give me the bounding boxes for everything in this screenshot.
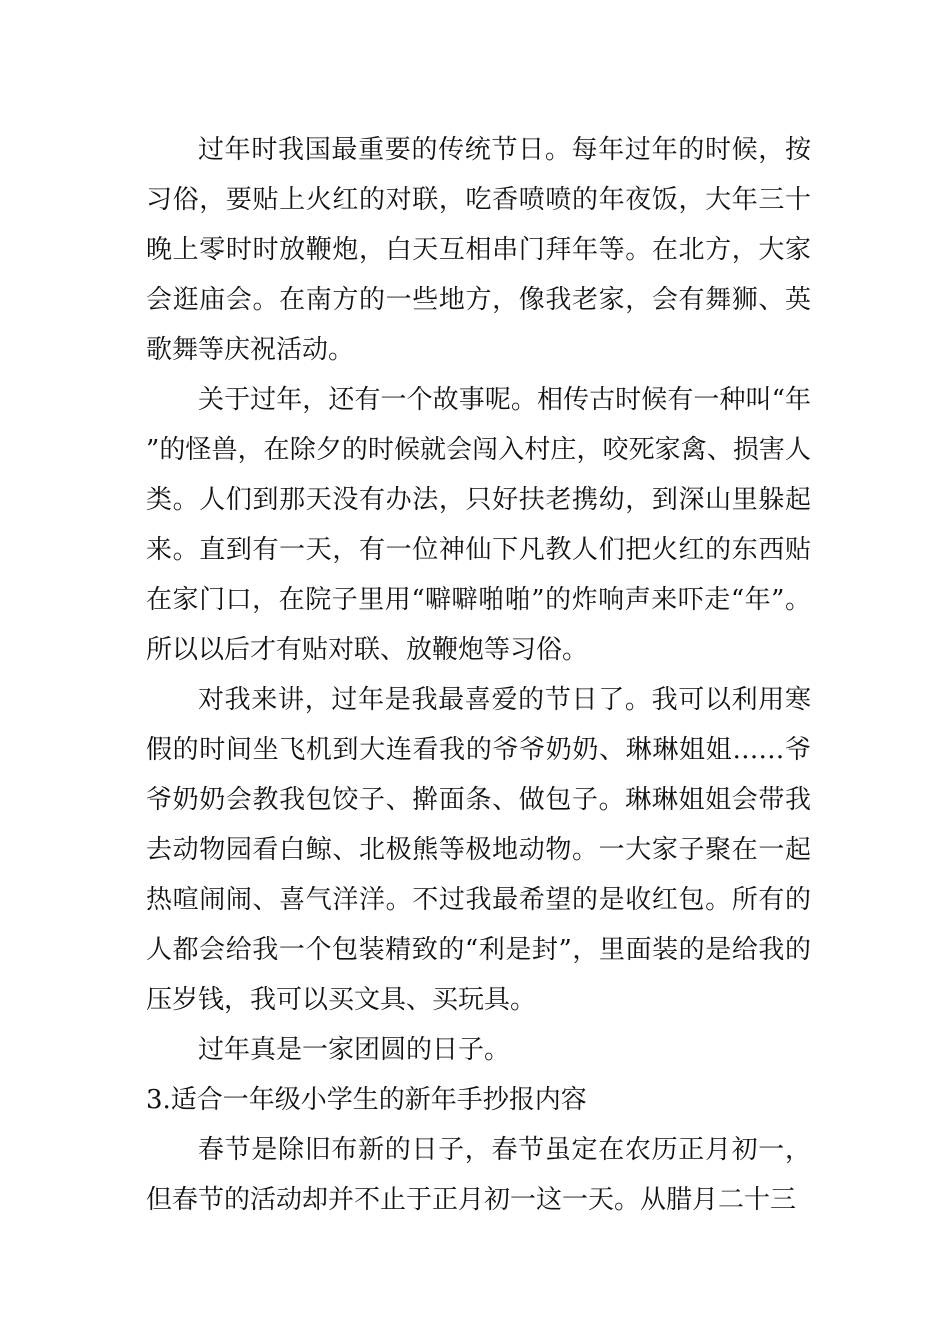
paragraph-new-year-customs: 过年时我国最重要的传统节日。每年过年的时候，按习俗，要贴上火红的对联，吃香喷喷的年夜饭，大年三十晚上零时时放鞭炮，白天互相串门拜年等。在北方，大家会逛庙会。在南方的一些地方，像我老家，会有舞狮、英歌舞等庆祝活动。 [146,135,811,365]
paragraph-reunion: 过年真是一家团圆的日子。 [198,1035,511,1065]
paragraph-spring-festival: 春节是除旧布新的日子，春节虽定在农历正月初一，但春节的活动却并不止于正月初一这一天。从腊月二十三 [146,1135,811,1215]
section-heading: 3.适合一年级小学生的新年手抄报内容 [146,1085,587,1115]
document-body [146,125,811,1225]
paragraph-nian-legend: 关于过年，还有一个故事呢。相传古时候有一种叫“年”的怪兽，在除夕的时候就会闯入村庄，咬死家禽、损害人类。人们到那天没有办法，只好扶老携幼，到深山里躲起来。直到有一天，有一位神仙下凡教人们把火红的东西贴在家门口，在院子里用“噼噼啪啪”的炸响声来吓走“年”。所以以后才有贴对联、放鞭炮等习俗。 [146,385,811,665]
paragraph-personal-new-year: 对我来讲，过年是我最喜爱的节日了。我可以利用寒假的时间坐飞机到大连看我的爷爷奶奶、琳琳姐姐……爷爷奶奶会教我包饺子、擀面条、做包子。琳琳姐姐会带我去动物园看白鲸、北极熊等极地动物。一大家子聚在一起热喧闹闹、喜气洋洋。不过我最希望的是收红包。所有的人都会给我一个包装精致的“利是封”，里面装的是给我的压岁钱，我可以买文具、买玩具。 [146,685,811,1015]
